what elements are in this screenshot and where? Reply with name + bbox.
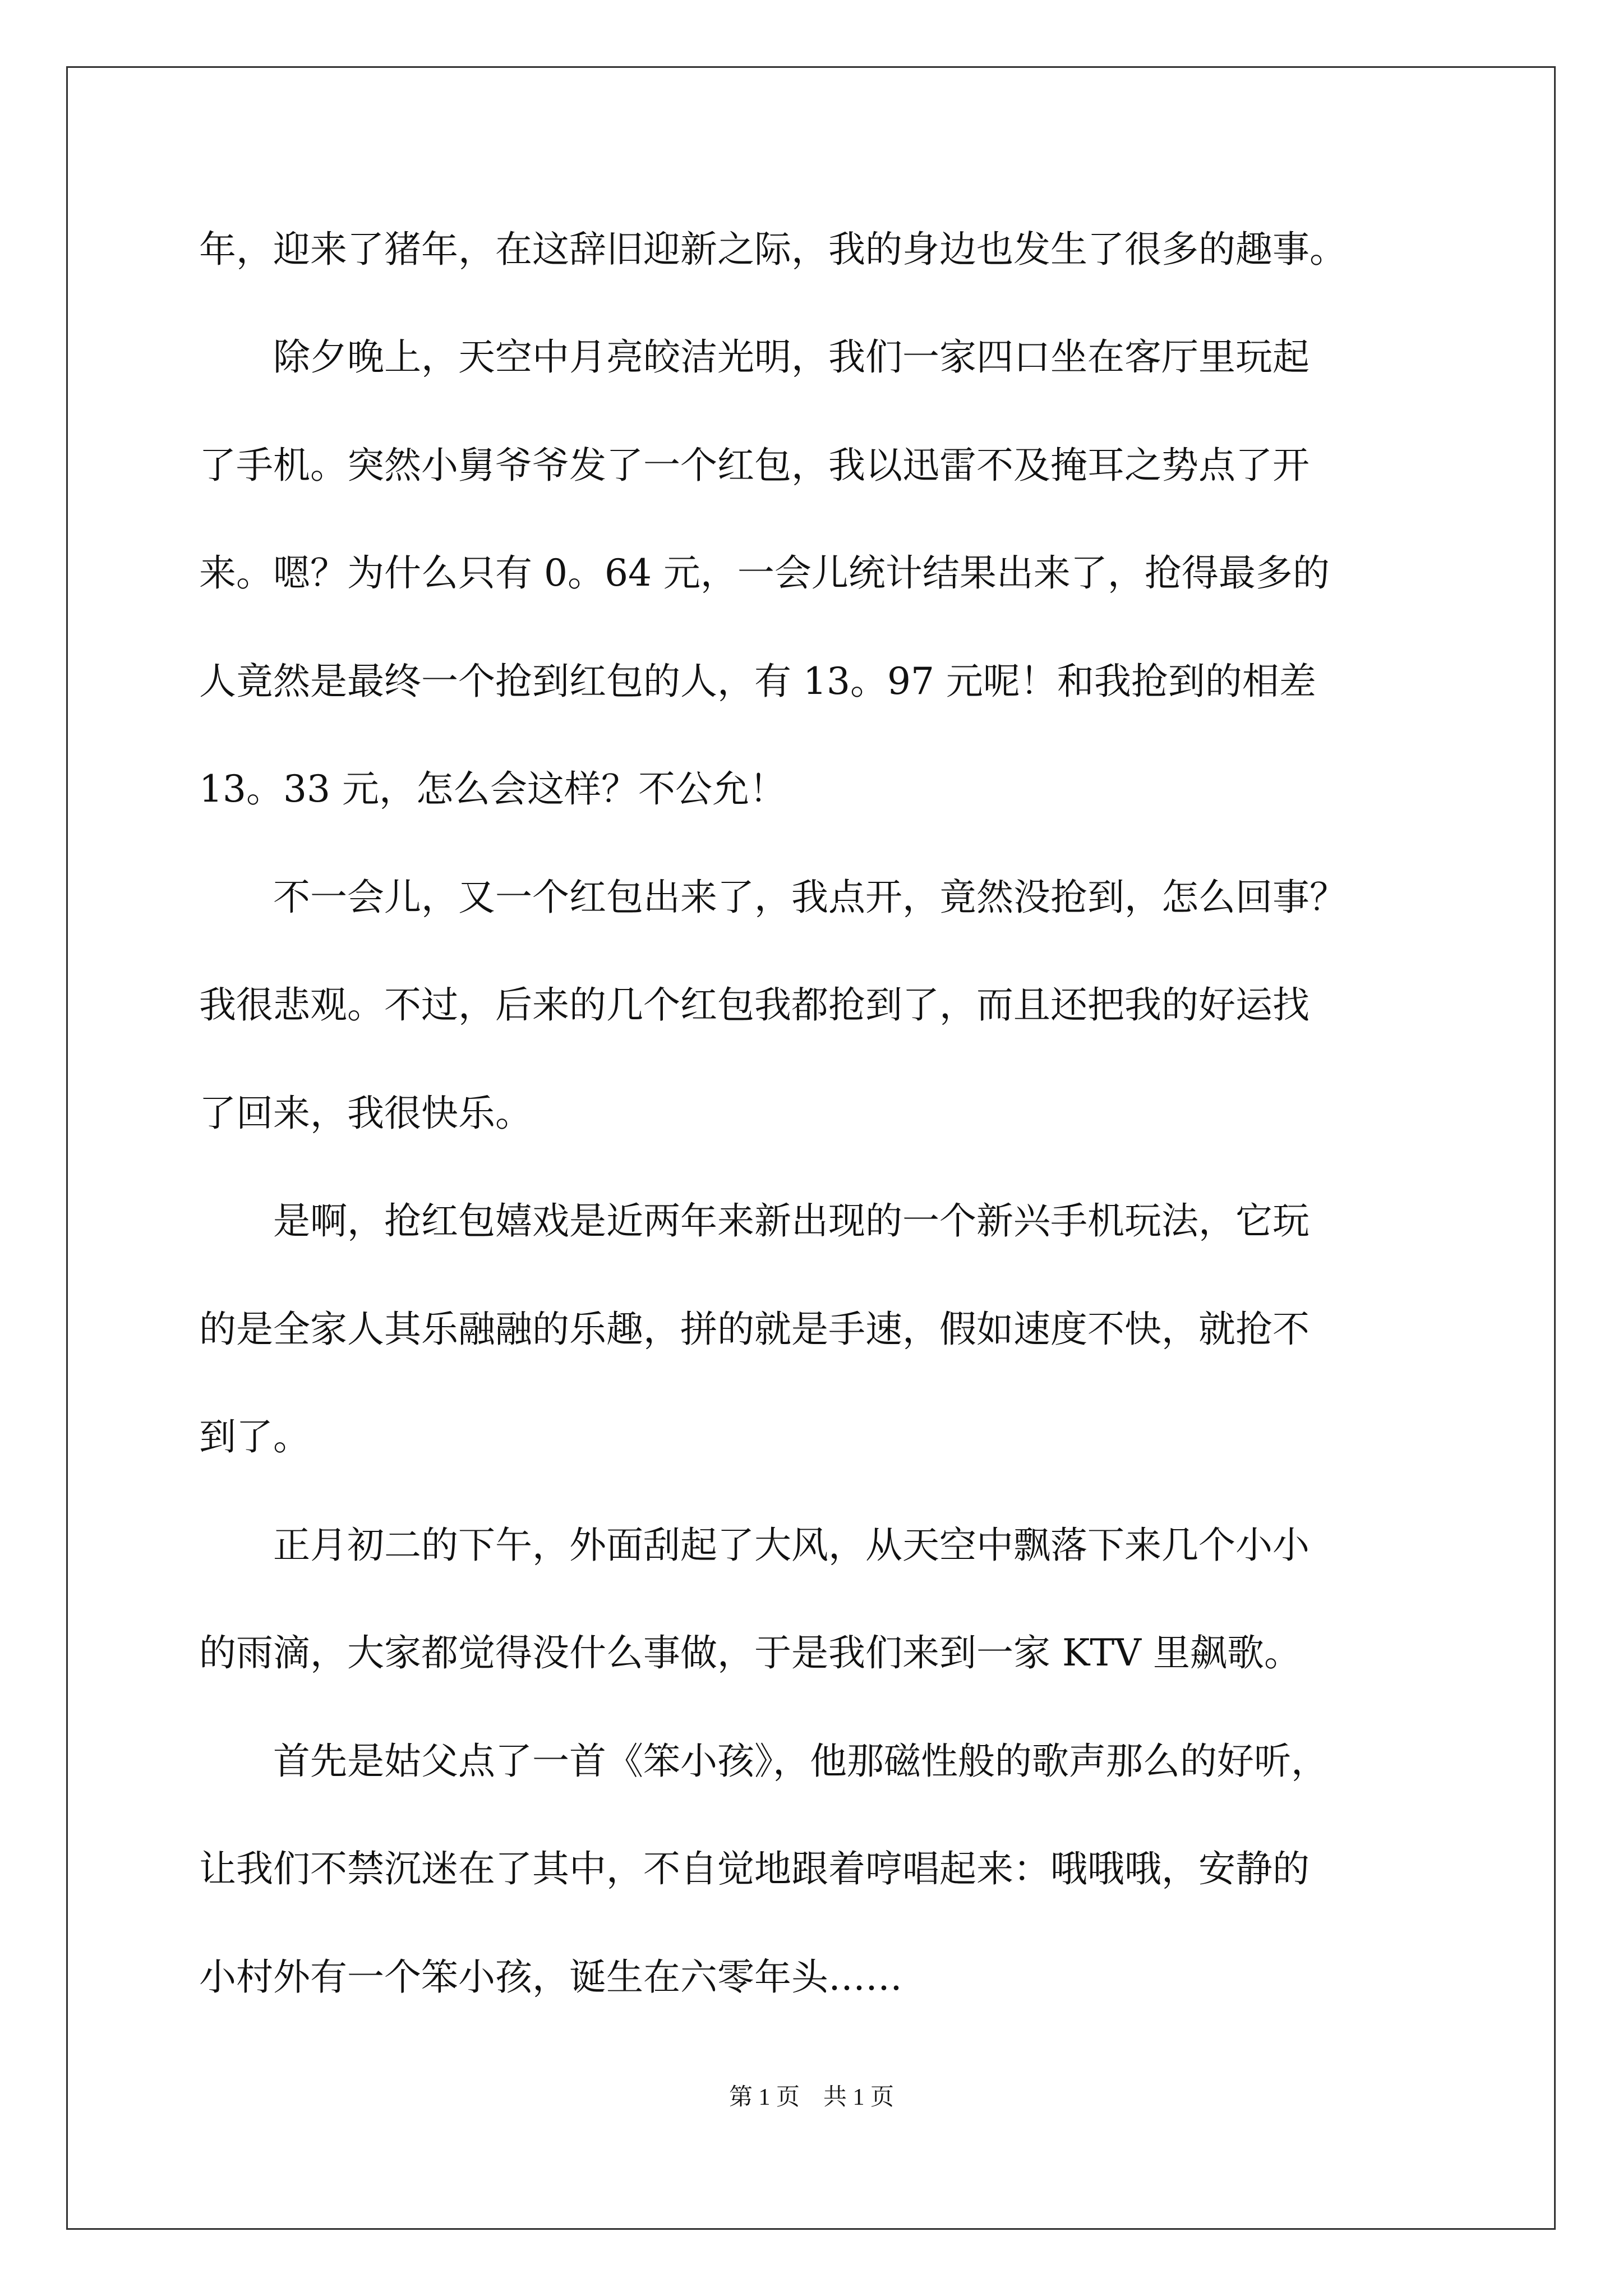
text-line: 不一会儿，又一个红包出来了，我点开，竟然没抢到，怎么回事？ — [199, 876, 1347, 919]
text-line: 来。嗯？为什么只有 0。64 元，一会儿统计结果出来了，抢得最多的 — [199, 551, 1330, 595]
text-line: 让我们不禁沉迷在了其中，不自觉地跟着哼唱起来：哦哦哦，安静的 — [199, 1847, 1310, 1890]
text-line: 年，迎来了猪年，在这辞旧迎新之际，我的身边也发生了很多的趣事。 — [199, 228, 1347, 271]
text-line: 的雨滴，大家都觉得没什么事做，于是我们来到一家 KTV 里飙歌。 — [199, 1631, 1301, 1674]
text-line: 的是全家人其乐融融的乐趣，拼的就是手速，假如速度不快，就抢不 — [199, 1308, 1310, 1351]
text-line: 13。33 元，怎么会这样？不公允！ — [199, 767, 786, 811]
text-line: 到了。 — [199, 1415, 310, 1458]
text-line: 人竟然是最终一个抢到红包的人，有 13。97 元呢！和我抢到的相差 — [199, 660, 1316, 703]
text-line: 是啊，抢红包嬉戏是近两年来新出现的一个新兴手机玩法，它玩 — [199, 1199, 1310, 1243]
page-border — [66, 66, 1556, 2230]
text-line: 除夕晚上，天空中月亮皎洁光明，我们一家四口坐在客厅里玩起 — [199, 335, 1310, 379]
text-line: 我很悲观。不过，后来的几个红包我都抢到了，而且还把我的好运找 — [199, 983, 1310, 1027]
page-footer: 第 1 页 共 1 页 — [728, 2085, 894, 2110]
text-line: 正月初二的下午，外面刮起了大风，从天空中飘落下来几个小小 — [199, 1524, 1310, 1567]
text-line: 了回来，我很快乐。 — [199, 1092, 532, 1135]
text-line: 首先是姑父点了一首《笨小孩》，他那磁性般的歌声那么的好听， — [199, 1740, 1328, 1783]
text-line: 了手机。突然小舅爷爷发了一个红包，我以迅雷不及掩耳之势点了开 — [199, 444, 1310, 487]
text-line: 小村外有一个笨小孩，诞生在六零年头…… — [199, 1955, 902, 1999]
